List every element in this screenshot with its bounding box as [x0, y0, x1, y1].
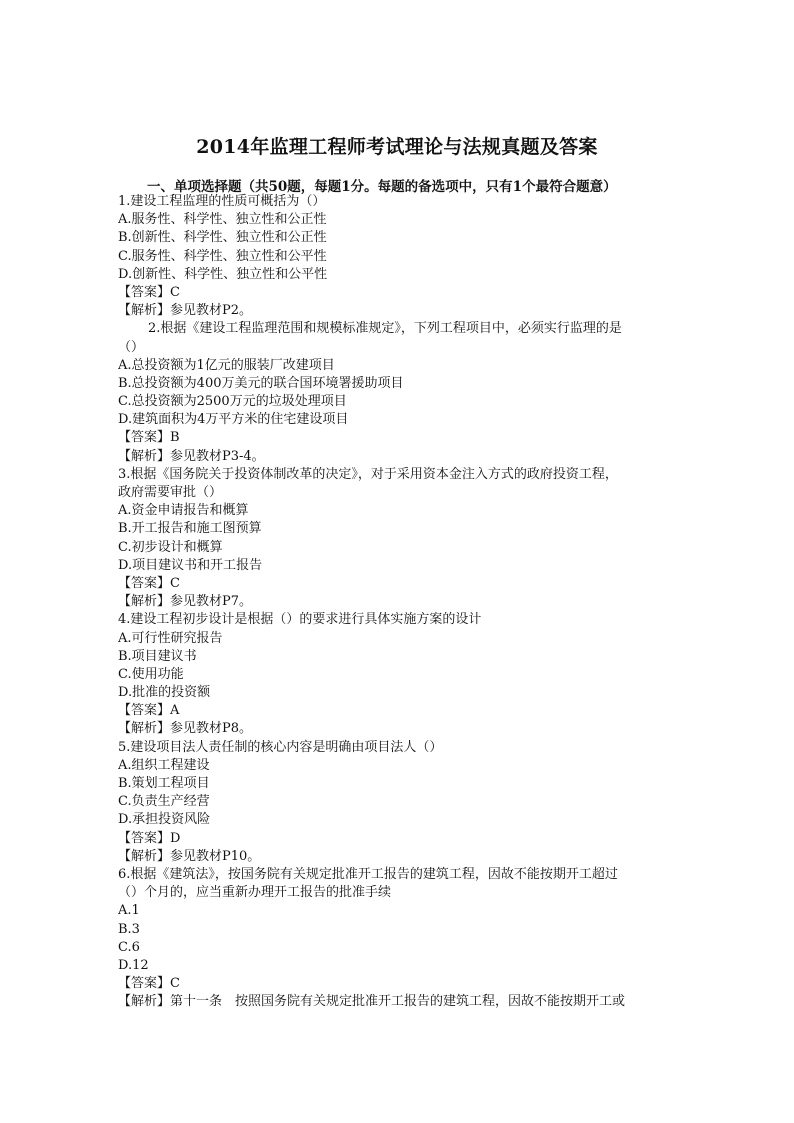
text-line: B.创新性、科学性、独立性和公正性 [118, 230, 327, 246]
text-line: D.创新性、科学性、独立性和公平性 [118, 266, 328, 282]
text-line: 【答案】C [118, 575, 180, 591]
text-line: （） [118, 339, 145, 355]
text-line: D.12 [118, 957, 149, 973]
text-line: D.项目建议书和开工报告 [118, 557, 263, 573]
text-line: A.组织工程建设 [118, 757, 210, 773]
text-line: C.6 [118, 939, 140, 955]
text-line: 【解析】参见教材P8。 [118, 721, 253, 737]
text-line: 【答案】B [118, 430, 180, 446]
text-line: 6.根据《建筑法》，按国务院有关规定批准开工报告的建筑工程，因故不能按期开工超过 [118, 866, 618, 882]
text-line: 1.建设工程监理的性质可概括为（） [118, 194, 326, 209]
text-line: A.可行性研究报告 [118, 630, 223, 646]
text-line: 【解析】参见教材P7。 [118, 594, 253, 610]
text-line: 5.建设项目法人责任制的核心内容是明确由项目法人（） [118, 739, 443, 755]
text-line: D.承担投资风险 [118, 812, 211, 828]
text-line: A.1 [118, 903, 140, 919]
document-title: 2014年监理工程师考试理论与法规真题及答案 [196, 136, 598, 158]
text-line: 【答案】A [118, 703, 180, 719]
text-line: 【解析】参见教材P10。 [118, 848, 261, 864]
section-heading: 一、单项选择题（共50题，每题1分。每题的备选项中，只有1个最符合题意） [147, 179, 617, 195]
text-line: 【答案】D [118, 830, 181, 846]
text-line: 【解析】参见教材P3-4。 [118, 448, 265, 464]
text-line: 2.根据《建设工程监理范围和规模标准规定》，下列工程项目中，必须实行监理的是 [148, 321, 622, 337]
text-line: A.资金申请报告和概算 [118, 503, 249, 519]
text-line: B.项目建议书 [118, 648, 197, 664]
text-line: B.3 [118, 921, 140, 937]
text-line: 【答案】C [118, 976, 180, 992]
document-body [118, 193, 674, 1011]
text-line: 【解析】参见教材P2。 [118, 303, 253, 319]
text-line: D.建筑面积为4万平方米的住宅建设项目 [118, 412, 349, 428]
text-line: C.总投资额为2500万元的垃圾处理项目 [118, 394, 347, 410]
text-line: A.总投资额为1亿元的服装厂改建项目 [118, 357, 335, 373]
text-line: A.服务性、科学性、独立性和公正性 [118, 212, 327, 228]
text-line: （）个月的，应当重新办理开工报告的批准手续 [118, 885, 392, 901]
text-line: 4.建设工程初步设计是根据（）的要求进行具体实施方案的设计 [118, 612, 482, 628]
text-line: D.批准的投资额 [118, 685, 211, 701]
text-line: B.总投资额为400万美元的联合国环境署援助项目 [118, 375, 404, 391]
text-line: C.负责生产经营 [118, 794, 210, 810]
text-line: C.使用功能 [118, 666, 184, 682]
text-line: 政府需要审批（） [118, 485, 223, 500]
text-line: C.初步设计和概算 [118, 539, 223, 555]
text-line: C.服务性、科学性、独立性和公平性 [118, 248, 327, 264]
text-line: 3.根据《国务院关于投资体制改革的决定》，对于采用资本金注入方式的政府投资工程， [118, 466, 618, 482]
text-line: B.策划工程项目 [118, 776, 210, 791]
text-line: B.开工报告和施工图预算 [118, 521, 262, 537]
text-line: 【解析】第十一条 按照国务院有关规定批准开工报告的建筑工程，因故不能按期开工或 [118, 994, 626, 1010]
text-line: 【答案】C [118, 284, 180, 300]
